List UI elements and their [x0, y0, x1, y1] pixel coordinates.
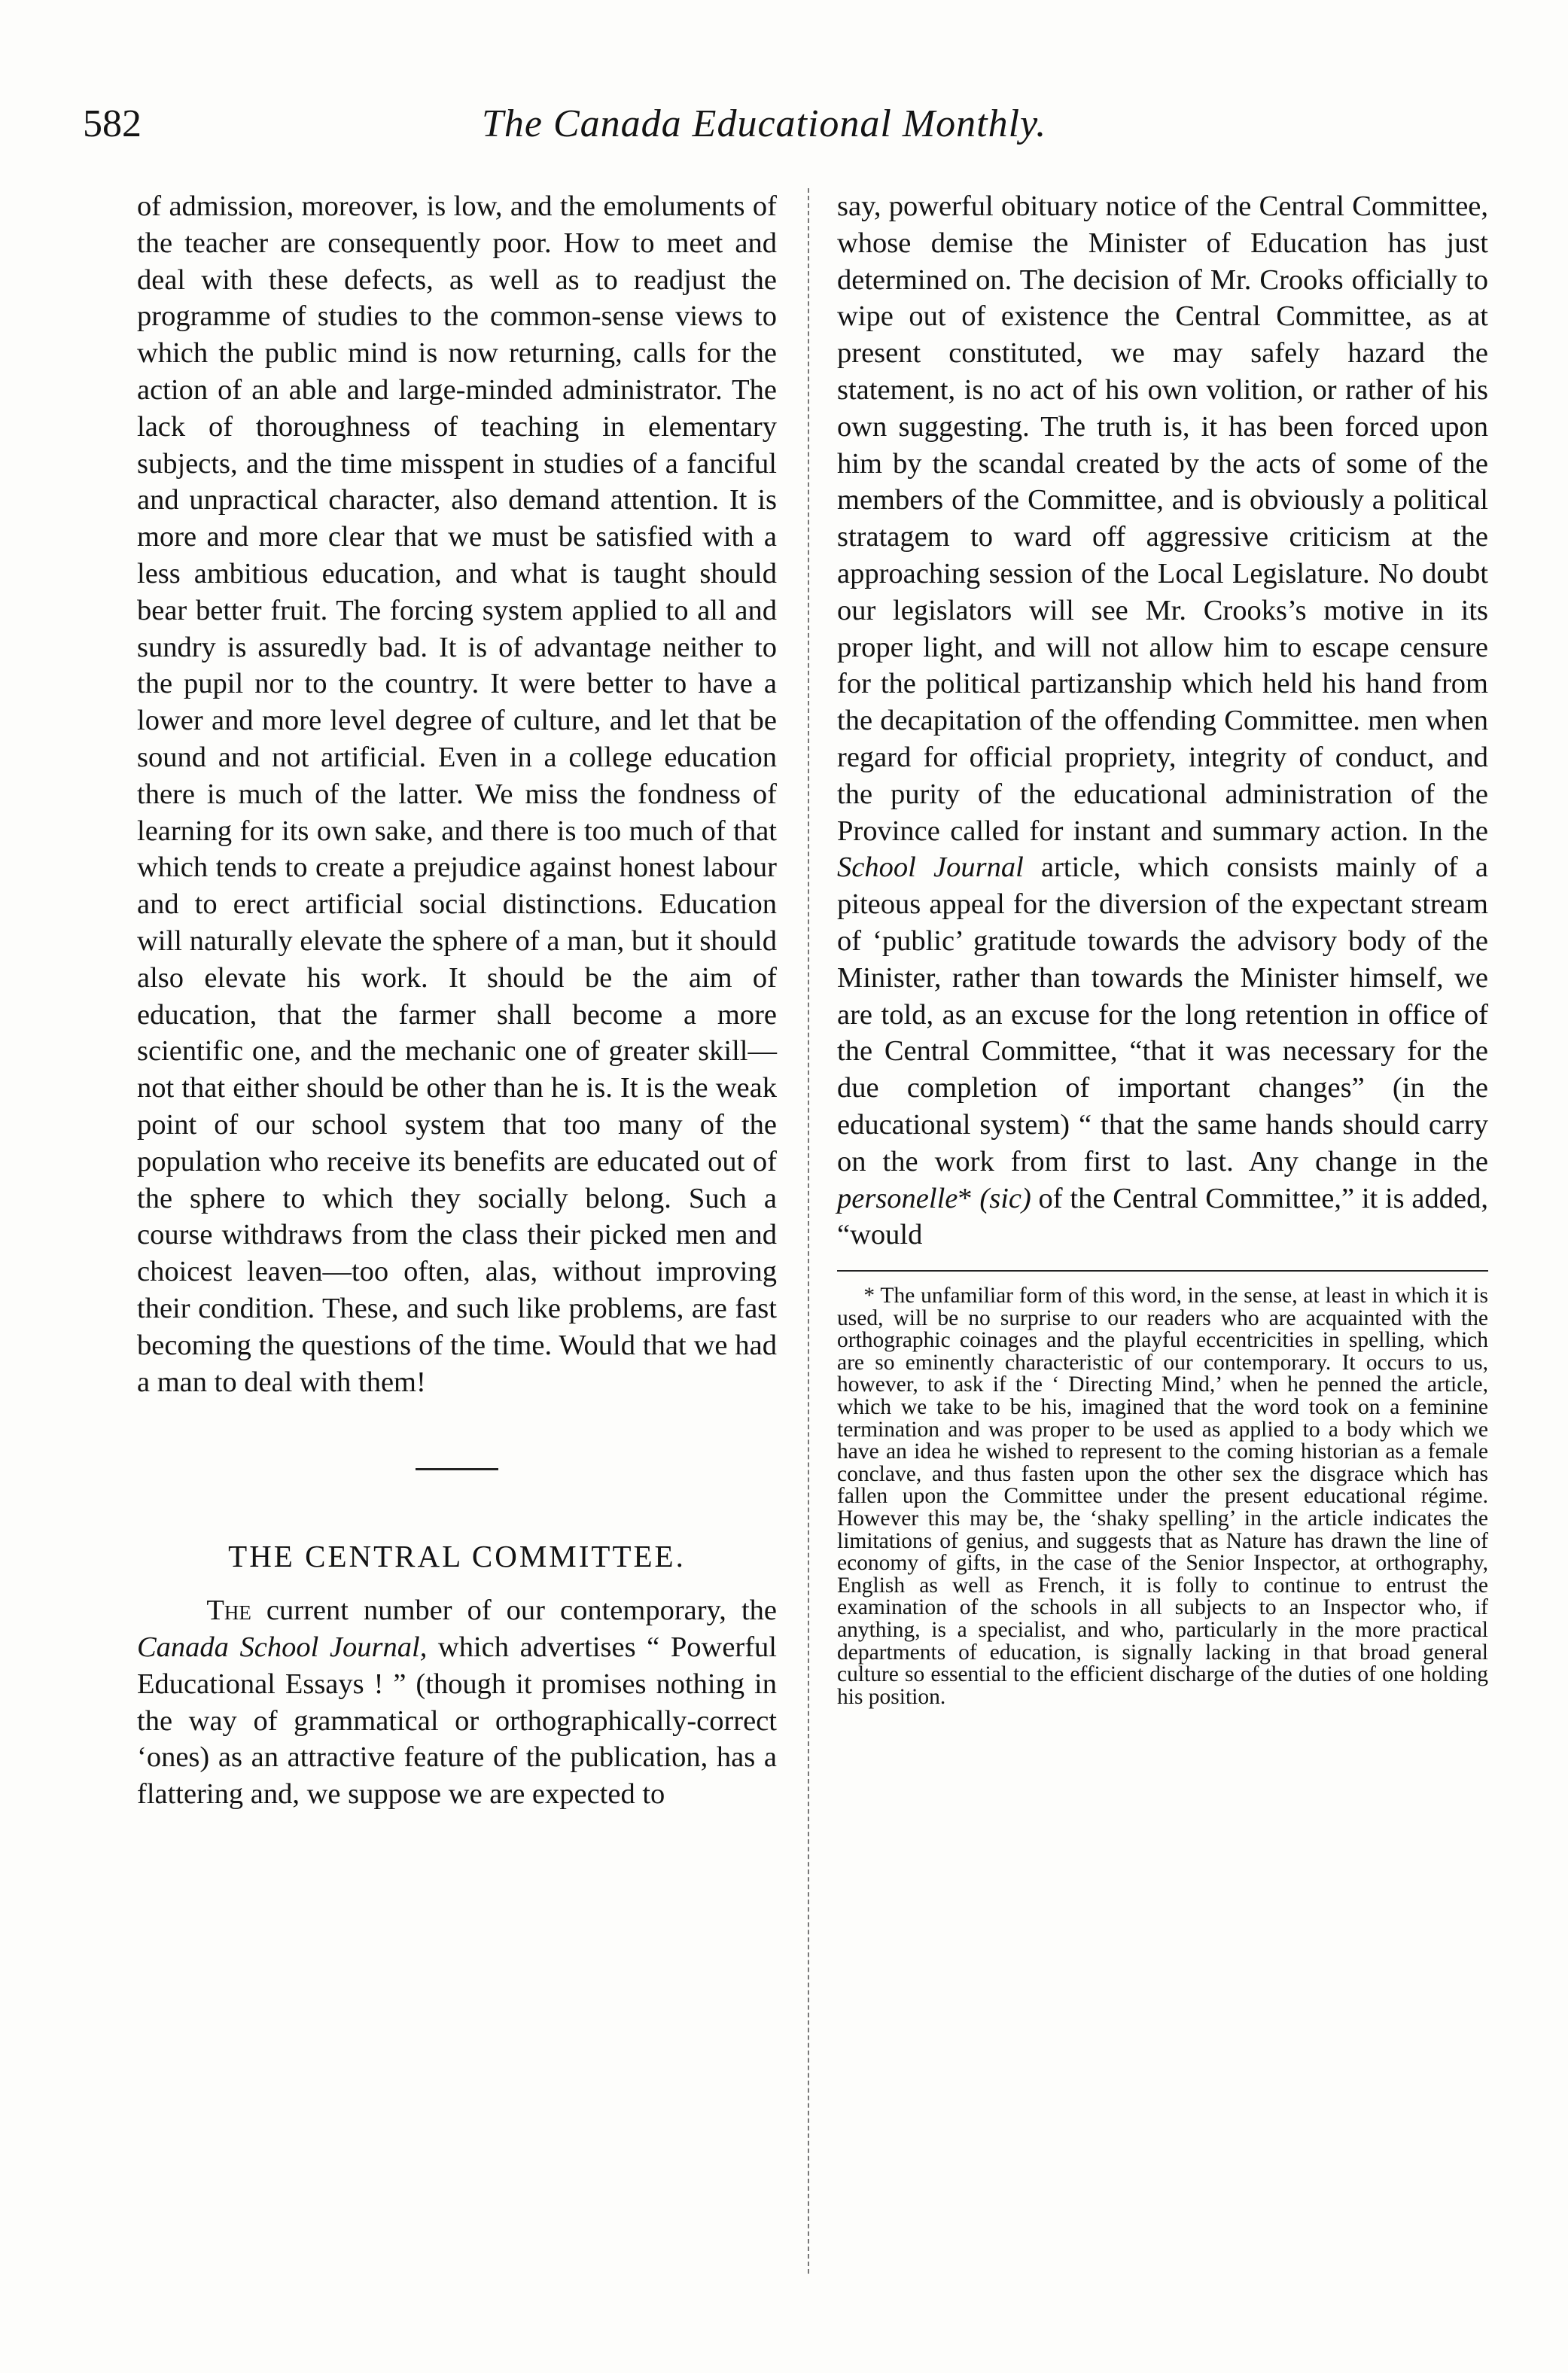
section-heading: THE CENTRAL COMMITTEE.	[228, 1539, 686, 1574]
quoted-word: personelle	[837, 1182, 958, 1214]
paragraph-text: article, which consists mainly of a piteous appeal for the diversion of the expectant stream of ‘public’ gratitude towards the advisory body of the Minister, rather than towards the Minister himself, we are told, as an excuse for the long retention in office of the Central Committee, “that it was necessary for the due completion of important changes” (in the educational system) “ that the same hands should carry on the work from first to last. Any change in the	[837, 851, 1488, 1177]
left-column	[137, 188, 777, 1813]
footnote: * The unfamiliar form of this word, in the sense, at least in which it is used, will be no surprise to our readers who are acquainted with the orthographic coinages and the playful eccentricities in spelling, which are so eminently characteristic of our contemporary. It occurs to us, however, to ask if the ‘ Directing Mind,’ when he penned the article, which we take to be his, imagined that the word took on a feminine termination and was proper to be used as applied to a body which we have an idea he wished to represent to the coming historian as a female conclave, and thus fasten upon the other sex the disgrace which has fallen upon the Committee under the present educational régime. However this may be, the ‘shaky spelling’ in the article indicates the limitations of genius, and suggests that as Nature has drawn the line of economy of gifts, in the case of the Senior Inspector, at orthography, English as well as French, it is folly to continue to entrust the examination of the schools in all subjects to an Inspector who, if anything, is a specialist, and who, particularly in the more practical departments of education, is signally lacking in that broad general culture so essential to the efficient discharge of the duties of one holding his position.	[837, 1284, 1488, 1709]
lead-word: The	[206, 1595, 251, 1627]
journal-name: School Journal	[837, 851, 1024, 884]
sic-note: (sic)	[972, 1182, 1031, 1214]
column-rule	[808, 188, 809, 2274]
paragraph-text: current number of our contemporary, the	[251, 1595, 777, 1627]
journal-name: Canada School Journal,	[137, 1631, 428, 1664]
running-head	[83, 102, 1483, 162]
right-column	[837, 188, 1488, 1708]
footnote-rule	[837, 1270, 1488, 1272]
left-paragraph-continued: of admission, moreover, is low, and the emoluments of the teacher are consequently poor. How to meet and deal with these defects, as well as to readjust the programme of studies to the common-sense views to which the public mind is now returning, calls for the action of an able and large-minded administrator. The lack of thoroughness of teaching in elementary subjects, and the time misspent in studies of a fanciful and unpractical character, also demand attention. It is more and more clear that we must be satisfied with a less ambitious education, and what is taught should bear better fruit. The forcing system applied to all and sundry is assuredly bad. It is of advantage neither to the pupil nor to the country. It were better to have a lower and more level degree of culture, and let that be sound and not artificial. Even in a college education there is much of the latter. We miss the fondness of learning for its own sake, and there is too much of that which tends to create a prejudice against honest labour and to erect artificial social distinctions. Education will naturally elevate the sphere of a man, but it should also elevate his work. It should be the aim of education, that the farmer shall become a more scientific one, and the mechanic one of greater skill—not that either should be other than he is. It is the weak point of our school system that too many of the population who receive its benefits are educated out of the sphere to which they socially belong. Such a course withdraws from the class their picked men and choicest leaven—too often, alas, without improving their condition. These, and such like problems, are fast becoming the questions of the time. Would that we had a man to deal with them!	[137, 190, 777, 1398]
paragraph-text: of the Central Committee,” it is added, “would	[837, 1182, 1488, 1251]
paragraph-text: say, powerful obituary notice of the Central Committee, whose demise the Minister of Education has just determined on. The decision of Mr. Crooks officially to wipe out of existence the Central Committee, as at present constituted, we may safely hazard the statement, is no act of his own volition, or rather of his own suggesting. The truth is, it has been forced upon him by the scandal created by the acts of some of the members of the Committee, and is obviously a political stratagem to ward off aggressive criticism at the approaching session of the Local Legislature. No doubt our legislators will see Mr. Crooks’s motive in its proper light, and will not allow him to escape censure for the political partizanship which held his hand from the decapitation of the offending Committee. men when regard for official propriety, integrity of conduct, and the purity of the educational administration of the Province called for instant and summary action. In the	[837, 190, 1488, 847]
paragraph-text: which advertises “ Powerful Educational Essays ! ” (though it promises nothing in the way of grammatical or orthographically-correct ‘ones) as an attractive feature of the publication, has a flattering and, we suppose we are expected to	[137, 1631, 778, 1811]
footnote-marker: *	[958, 1182, 973, 1214]
journal-title: The Canada Educational Monthly.	[482, 102, 1047, 145]
section-opening-paragraph	[137, 1592, 777, 1813]
page-number: 582	[83, 102, 142, 145]
right-paragraph	[837, 188, 1488, 1254]
section-divider	[416, 1468, 498, 1470]
